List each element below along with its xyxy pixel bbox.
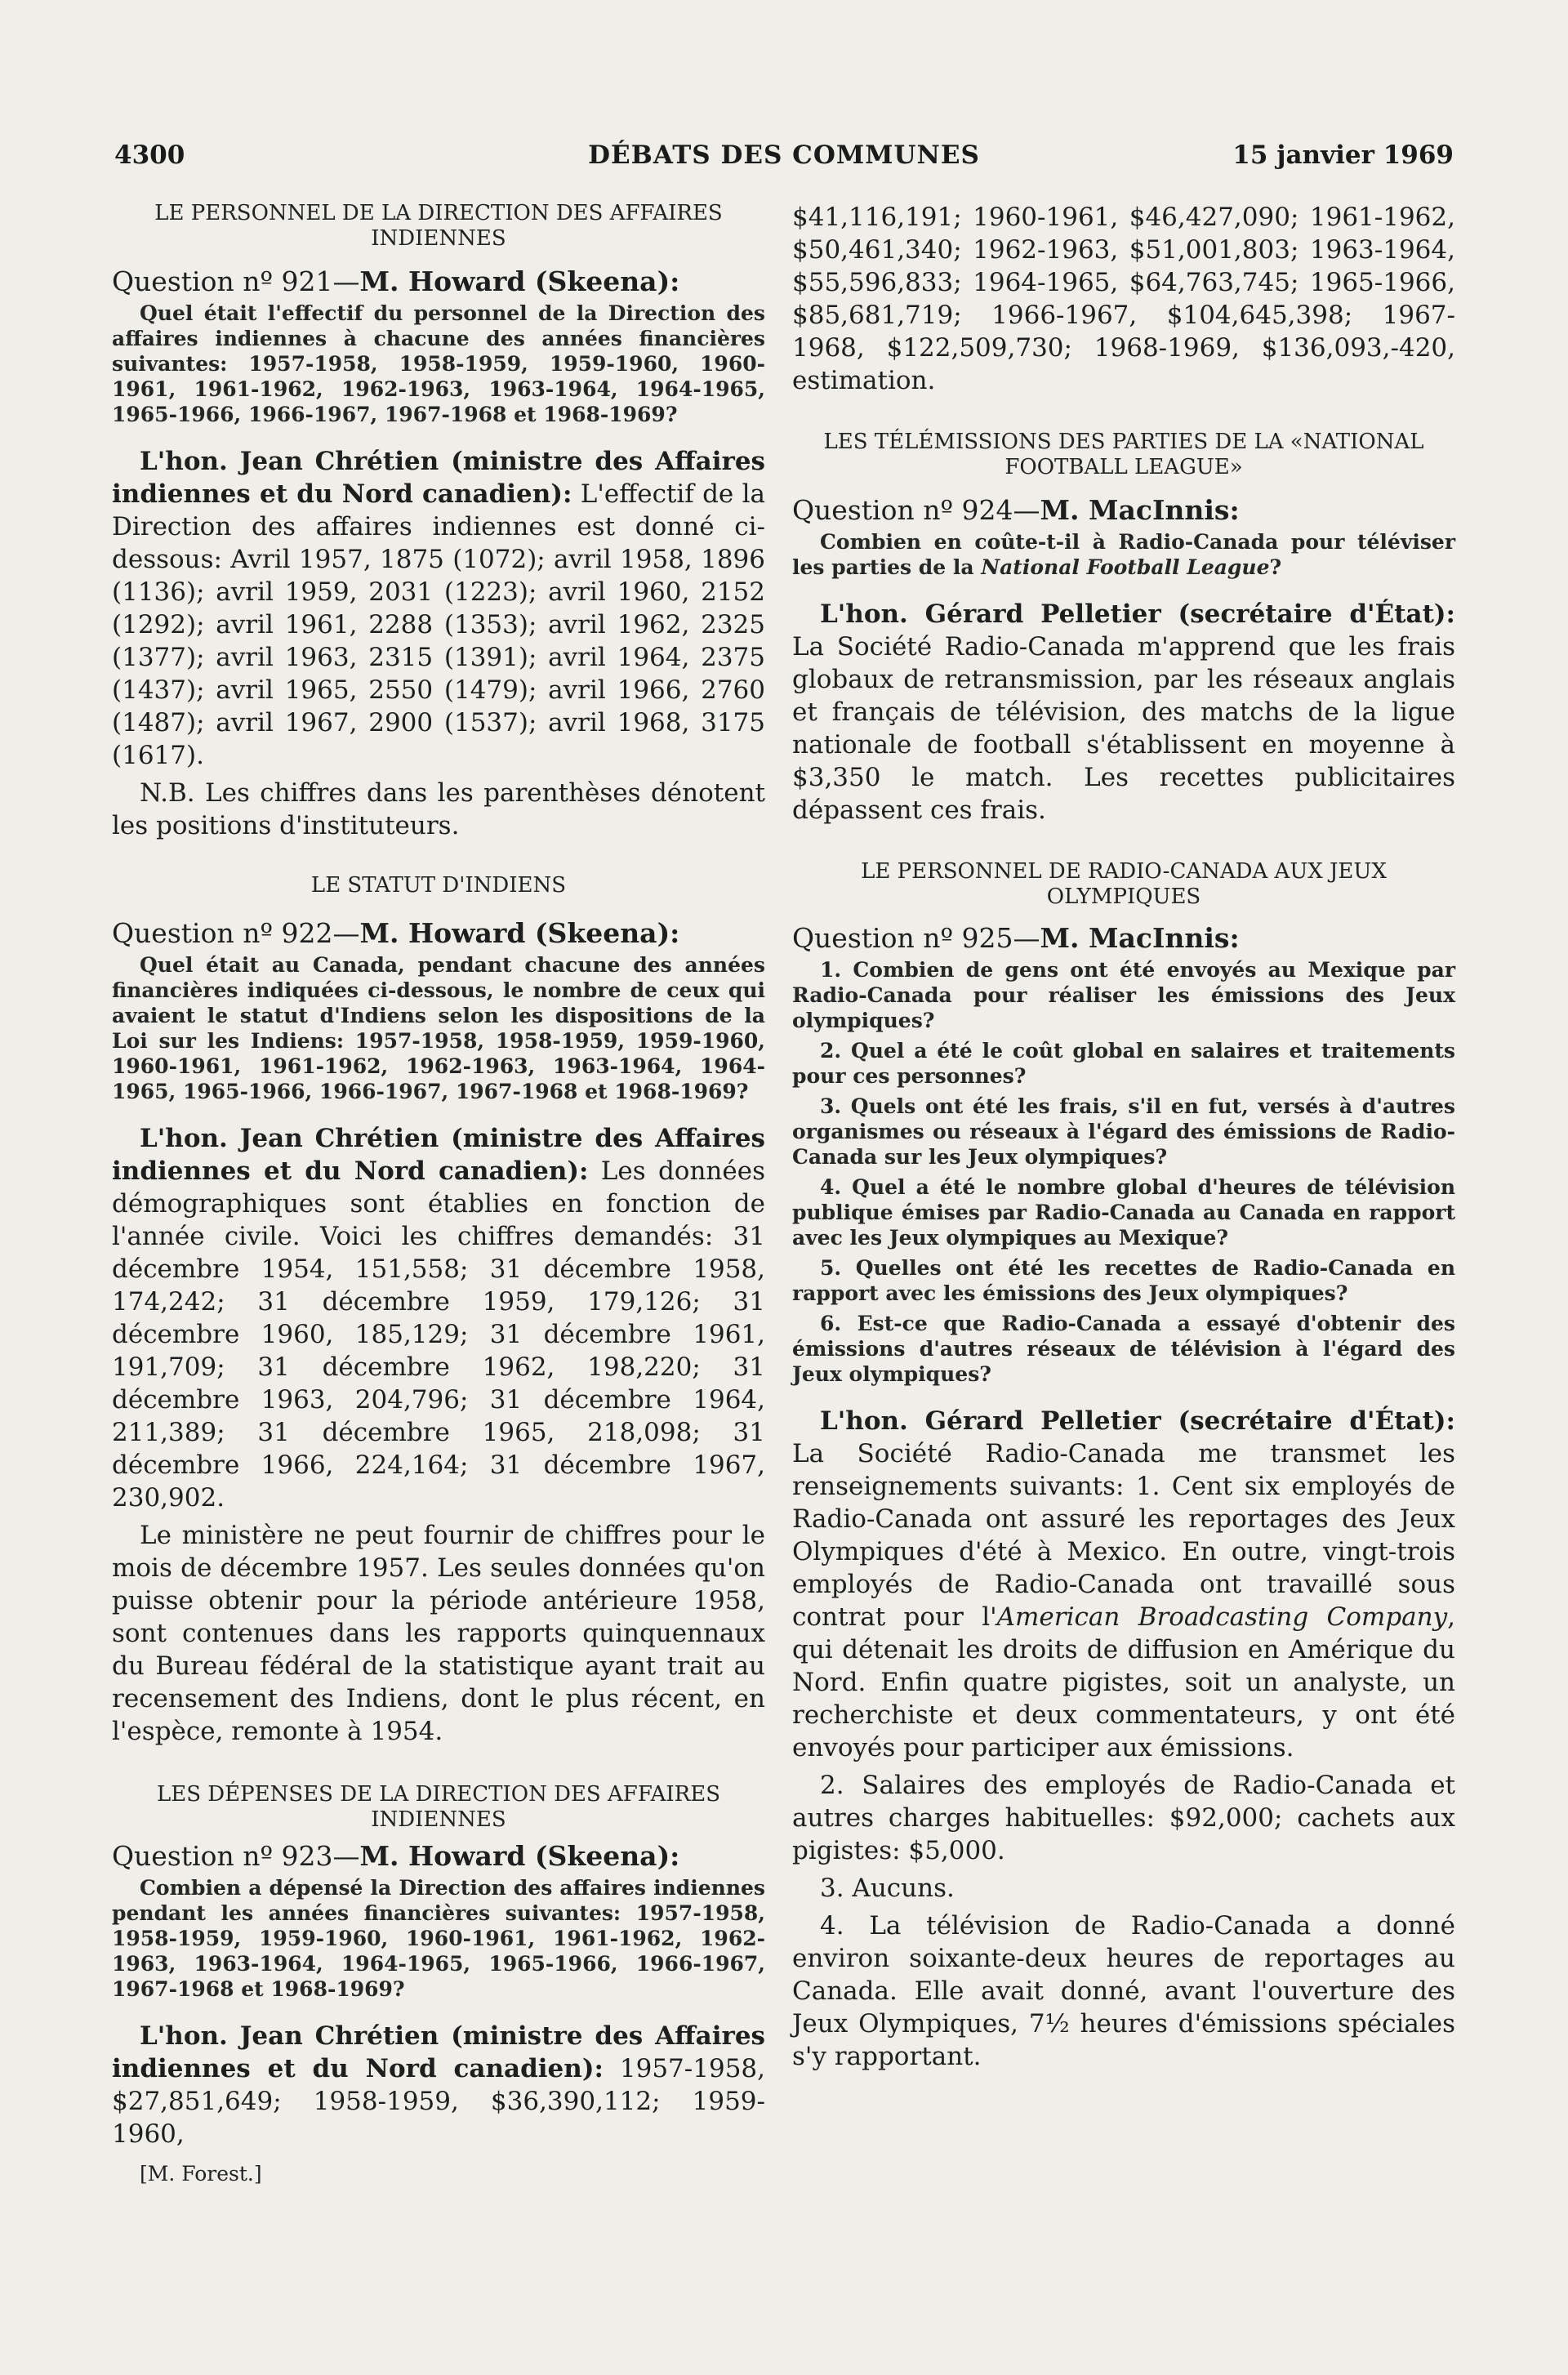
question-text-part: Combien en coûte-t-il à Radio-Canada pour téléviser les parties de la bbox=[792, 530, 1455, 579]
question-item: 6. Est-ce que Radio-Canada a essayé d'obtenir des émissions d'autres réseaux de télévision à l'égard des Jeux olympiques? bbox=[792, 1312, 1455, 1386]
question-number: Question nº 921— bbox=[112, 265, 360, 297]
answer-paragraph: 3. Aucuns. bbox=[820, 1874, 955, 1903]
page-date: 15 janvier 1969 bbox=[1232, 140, 1454, 170]
question-item: 3. Quels ont été les frais, s'il en fut, versés à d'autres organismes ou réseaux à l'égard des émissions de Radio-Canada sur les Jeux olympiques? bbox=[792, 1094, 1455, 1169]
answer-paragraph bbox=[112, 2020, 765, 2150]
answer-paragraph: Le ministère ne peut fournir de chiffres pour le mois de décembre 1957. Les seules données qu'on puisse obtenir pour la période antérieure 1958, sont contenues dans les rapports quinquennaux du Bureau fédéral de la statistique ayant trait au recensement des Indiens, dont le plus récent, en l'espèce, remonte à 1954. bbox=[112, 1521, 765, 1746]
question-item: 5. Quelles ont été les recettes de Radio-Canada en rapport avec les émissions des Jeux olympiques? bbox=[792, 1256, 1455, 1305]
answer-paragraph bbox=[792, 598, 1455, 827]
answer-paragraph: 4. La télévision de Radio-Canada a donné environ soixante-deux heures de reportages au Canada. Elle avait donné, avant l'ouverture des Jeux Olympiques, 7½ heures d'émissions spéciales s'y rapportant. bbox=[792, 1911, 1455, 2071]
answer-speaker: L'hon. Gérard Pelletier (secrétaire d'État): bbox=[820, 599, 1455, 629]
question-text-part: ? bbox=[1269, 555, 1282, 579]
page-number: 4300 bbox=[114, 140, 185, 170]
question-member: M. MacInnis: bbox=[1040, 494, 1240, 526]
question-member: M. Howard (Skeena): bbox=[359, 1840, 680, 1872]
page-header bbox=[114, 140, 1454, 181]
question-text bbox=[792, 529, 1455, 580]
section-heading: LE PERSONNEL DE LA DIRECTION DES AFFAIRES INDIENNES bbox=[154, 201, 723, 251]
answer-text: L'effectif de la Direction des affaires indiennes est donné ci-dessous: Avril 1957, 1875 (1072); avril 1958, 1896 (1136); avril 1959, 2031 (1223); avril 1960, 2152 (1292); avril 1961, 2288 (1353); avril 1962, 2325 (1377); avril 1963, 2315 (1391); avril 1964, 2375 (1437); avril 1965, 2550 (1479); avril 1966, 2760 (1487); avril 1967, 2900 (1537); avril 1968, 3175 (1617). bbox=[112, 479, 765, 770]
question-text: Quel était l'effectif du personnel de la Direction des affaires indiennes à chacune des années financières suivantes: 1957-1958, 1958-1959, 1959-1960, 1960-1961, 1961-1962, 1962-1963, 1963-1964, 1964-1965, 1965-1966, 1966-1967, 1967-1968 et 1968-1969? bbox=[112, 301, 765, 426]
answer-continuation: $41,116,191; 1960-1961, $46,427,090; 1961-1962, $50,461,340; 1962-1963, $51,001,803; 1963-1964, $55,596,833; 1964-1965, $64,763,745; 1965-1966, $85,681,719; 1966-1967, $104,645,398; 1967-1968, $122,509,730; 1968-1969, $136,093,-420, estimation. bbox=[792, 203, 1455, 395]
question-item: 4. Quel a été le nombre global d'heures de télévision publique émises par Radio-Canada au Canada en rapport avec les Jeux olympiques au Mexique? bbox=[792, 1175, 1455, 1250]
question-member: M. MacInnis: bbox=[1040, 922, 1240, 954]
answer-speaker: L'hon. Gérard Pelletier (secrétaire d'État): bbox=[820, 1406, 1455, 1436]
left-column bbox=[112, 201, 765, 2186]
section-heading: LES TÉLÉMISSIONS DES PARTIES DE LA «NATIONAL FOOTBALL LEAGUE» bbox=[823, 430, 1424, 479]
answer-text: La Société Radio-Canada m'apprend que les frais globaux de retransmission, par les réseaux anglais et français de télévision, des matchs de la ligue nationale de football s'établissent en moyenne à $3,350 le match. Les recettes publicitaires dépassent ces frais. bbox=[792, 632, 1455, 825]
answer-text: , qui détenait les droits de diffusion en Amérique du Nord. Enfin quatre pigistes, soit un analyste, un recherchiste et deux commentateurs, y ont été envoyés pour participer aux émissions. bbox=[792, 1602, 1455, 1762]
question-number: Question nº 925— bbox=[792, 922, 1040, 954]
answer-paragraph bbox=[112, 1122, 765, 1514]
answer-text: La Société Radio-Canada me transmet les renseignements suivants: 1. Cent six employés de Radio-Canada ont assuré les reportages des Jeux Olympiques d'été à Mexico. En outre, vingt-trois employés de Radio-Canada ont travaillé sous contrat pour l' bbox=[792, 1439, 1455, 1632]
answer-text: Les données démographiques sont établies en fonction de l'année civile. Voici les chiffres demandés: 31 décembre 1954, 151,558; 31 décembre 1958, 174,242; 31 décembre 1959, 179,126; 31 décembre 1960, 185,129; 31 décembre 1961, 191,709; 31 décembre 1962, 198,220; 31 décembre 1963, 204,796; 31 décembre 1964, 211,389; 31 décembre 1965, 218,098; 31 décembre 1966, 224,164; 31 décembre 1967, 230,902. bbox=[112, 1156, 765, 1513]
answer-paragraph: 2. Salaires des employés de Radio-Canada et autres charges habituelles: $92,000; cachets aux pigistes: $5,000. bbox=[792, 1771, 1455, 1865]
question-item: 1. Combien de gens ont été envoyés au Mexique par Radio-Canada pour réaliser les émissions des Jeux olympiques? bbox=[792, 958, 1455, 1032]
publication-title: DÉBATS DES COMMUNES bbox=[588, 140, 980, 170]
company-name: American Broadcasting Company bbox=[996, 1602, 1448, 1632]
question-number: Question nº 922— bbox=[112, 917, 360, 949]
section-heading: LE STATUT D'INDIENS bbox=[310, 873, 567, 898]
section-heading: LE PERSONNEL DE RADIO-CANADA AUX JEUX OLYMPIQUES bbox=[861, 859, 1387, 909]
question-line bbox=[792, 493, 1455, 528]
answer-speaker: L'hon. Jean Chrétien (ministre des Affaires indiennes et du Nord canadien): bbox=[112, 1124, 765, 1186]
question-member: M. Howard (Skeena): bbox=[359, 917, 680, 949]
question-line bbox=[792, 921, 1455, 956]
league-name: National Football League bbox=[981, 555, 1270, 579]
answer-speaker: L'hon. Jean Chrétien (ministre des Affaires indiennes et du Nord canadien): bbox=[112, 447, 765, 509]
answer-speaker: L'hon. Jean Chrétien (ministre des Affaires indiennes et du Nord canadien): bbox=[112, 2021, 765, 2083]
question-number: Question nº 923— bbox=[112, 1840, 360, 1872]
answer-paragraph bbox=[112, 445, 765, 772]
answer-paragraph bbox=[792, 1405, 1455, 1764]
section-heading: LES DÉPENSES DE LA DIRECTION DES AFFAIRES INDIENNES bbox=[156, 1782, 721, 1832]
answer-text: 1957-1958, $27,851,649; 1958-1959, $36,390,112; 1959-1960, bbox=[112, 2054, 765, 2149]
question-member: M. Howard (Skeena): bbox=[359, 265, 680, 297]
question-text: Quel était au Canada, pendant chacune des années financières indiquées ci-dessous, le nombre de ceux qui avaient le statut d'Indiens selon les dispositions de la Loi sur les Indiens: 1957-1958, 1958-1959, 1959-1960, 1960-1961, 1961-1962, 1962-1963, 1963-1964, 1964-1965, 1965-1966, 1966-1967, 1967-1968 et 1968-1969? bbox=[112, 953, 765, 1103]
question-line bbox=[112, 265, 765, 299]
right-column bbox=[792, 201, 1455, 2073]
footer-speaker-note: [M. Forest.] bbox=[140, 2162, 262, 2186]
question-item: 2. Quel a été le coût global en salaires et traitements pour ces personnes? bbox=[792, 1039, 1455, 1088]
question-text: Combien a dépensé la Direction des affaires indiennes pendant les années financières suivantes: 1957-1958, 1958-1959, 1959-1960, 1960-1961, 1961-1962, 1962-1963, 1963-1964, 1964-1965, 1965-1966, 1966-1967, 1967-1968 et 1968-1969? bbox=[112, 1876, 765, 2001]
question-number: Question nº 924— bbox=[792, 494, 1040, 526]
question-line bbox=[112, 916, 765, 951]
question-line bbox=[112, 1839, 765, 1874]
answer-note: N.B. Les chiffres dans les parenthèses dénotent les positions d'instituteurs. bbox=[112, 778, 765, 840]
